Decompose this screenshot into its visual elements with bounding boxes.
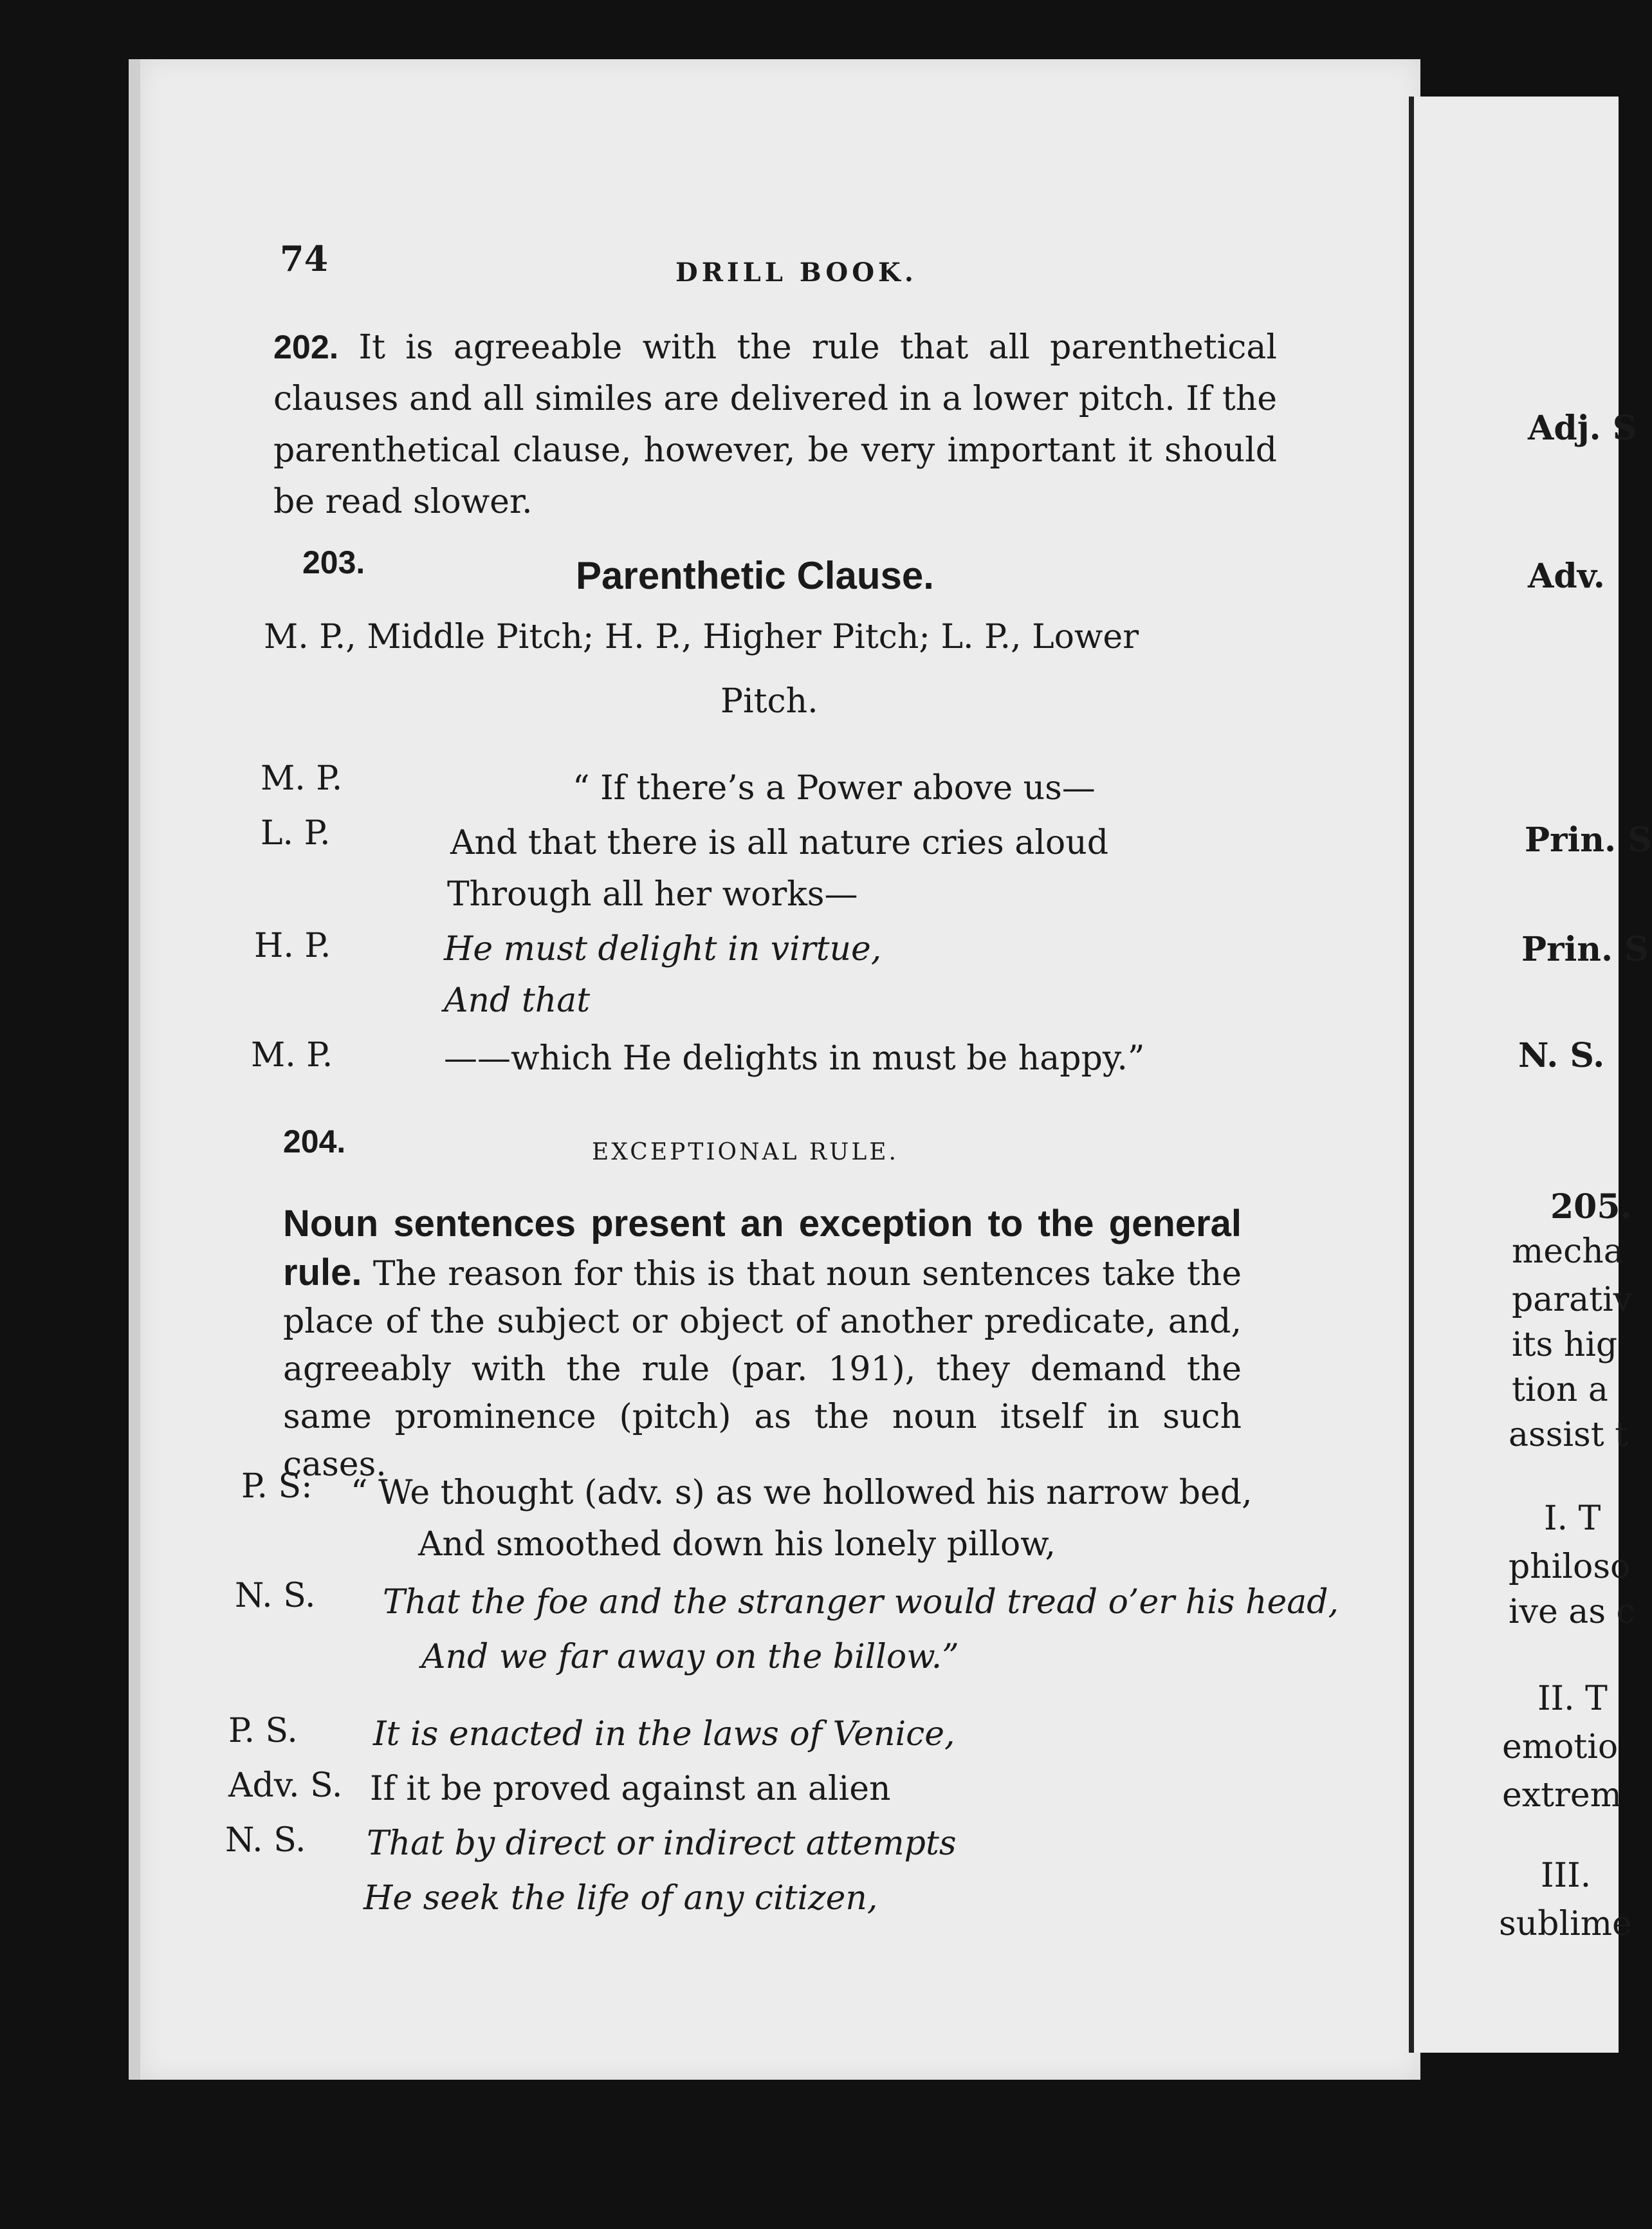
right-margin-label: Prin. S (1525, 820, 1652, 860)
right-text-fragment: mecha (1512, 1232, 1624, 1271)
paragraph-text: It is agreeable with the rule that all parenthetical clauses and all similes are delivered in a lower pitch. If the parenthetical clause, however, be very important it should be read slower. (273, 328, 1277, 521)
right-text-fragment: II. T (1537, 1679, 1608, 1718)
paragraph-lead: Noun sentences present an exception to the general rule. (283, 1203, 1242, 1293)
paragraph-204 (283, 1200, 1242, 1488)
right-margin-label: 205. (1550, 1187, 1632, 1226)
verse-line: “ We thought (adv. s) as we hollowed his narrow bed, (351, 1474, 1253, 1512)
right-text-fragment: its hig (1512, 1326, 1618, 1364)
verse-line: ——which He delights in must be happy.” (444, 1039, 1145, 1078)
right-text-fragment: extrem (1502, 1776, 1622, 1815)
right-text-fragment: III. (1541, 1856, 1592, 1895)
right-text-fragment: ive as c (1509, 1593, 1635, 1631)
section-number: 204. (283, 1124, 346, 1160)
pitch-label: M. P. (251, 1036, 333, 1075)
right-text-fragment: sublime (1499, 1905, 1632, 1943)
right-text-fragment: emotio (1502, 1728, 1619, 1766)
right-margin-label: Adj. S (1528, 409, 1637, 448)
sentence-label: P. S: (241, 1467, 313, 1506)
verse-line: And smoothed down his lonely pillow, (418, 1525, 1056, 1564)
verse-line: That by direct or indirect attempts (367, 1824, 957, 1863)
pitch-legend-line-1: M. P., Middle Pitch; H. P., Higher Pitch; L. P., Lower (264, 618, 1139, 656)
verse-line: That the foe and the stranger would tread o’er his head, (383, 1583, 1339, 1622)
verse-line: Through all her works— (447, 875, 858, 914)
verse-line: “ If there’s a Power above us— (573, 769, 1096, 808)
right-margin-label: Prin. S (1521, 930, 1649, 969)
sentence-label: N. S. (235, 1577, 316, 1615)
sentence-label: Adv. S. (228, 1766, 343, 1805)
right-text-fragment: tion a (1512, 1371, 1608, 1409)
section-title: Parenthetic Clause. (576, 554, 934, 597)
section-number: 203. (302, 544, 365, 580)
verse-line: He seek the life of any citizen, (363, 1879, 878, 1918)
right-text-fragment: parativ (1512, 1281, 1633, 1319)
pitch-legend-line-2: Pitch. (720, 682, 818, 721)
pitch-label: L. P. (261, 814, 331, 853)
right-text-fragment: assist t (1509, 1416, 1629, 1454)
section-title: EXCEPTIONAL RULE. (592, 1139, 899, 1165)
paragraph-number: 202. (273, 329, 339, 366)
paragraph-text: The reason for this is that noun sentences take the place of the subject or object of another predicate, and, agreeably with the rule (par. 191), they demand the same prominence (pitch) as the noun itself in such cases. (283, 1255, 1242, 1484)
paragraph-202 (273, 322, 1277, 528)
right-text-fragment: I. T (1544, 1499, 1601, 1538)
right-text-fragment: philoso (1509, 1548, 1631, 1586)
pitch-label: M. P. (261, 759, 343, 798)
pitch-label: H. P. (254, 927, 331, 965)
right-margin-label: Adv. (1528, 557, 1605, 596)
page-number: 74 (280, 238, 329, 279)
verse-line: He must delight in virtue, (444, 930, 882, 968)
sentence-label: P. S. (228, 1712, 298, 1750)
verse-line: If it be proved against an alien (370, 1770, 891, 1808)
verse-line: And that (444, 981, 591, 1020)
sentence-label: N. S. (225, 1821, 306, 1860)
verse-line: It is enacted in the laws of Venice, (373, 1715, 955, 1753)
verse-line: And we far away on the billow.” (421, 1638, 959, 1676)
verse-line: And that there is all nature cries aloud (450, 824, 1108, 862)
running-head: DRILL BOOK. (675, 257, 917, 288)
right-margin-label: N. S. (1518, 1036, 1605, 1075)
